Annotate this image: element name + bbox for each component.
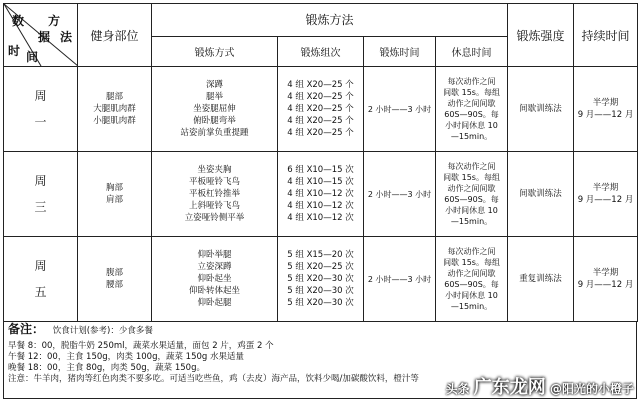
intensity-cell: 间歇训练法: [508, 152, 574, 237]
duration-line: 半学期: [592, 268, 619, 278]
rest-line: 每次动作之间: [447, 77, 496, 86]
diag-label-6: 间: [26, 50, 39, 64]
set-count: 6 组 X10—15 次: [287, 165, 354, 175]
day-char: 一: [34, 115, 47, 129]
exercise: 仰卧举腿: [197, 250, 232, 260]
intensity-cell: 间歇训练法: [508, 67, 574, 152]
exercise-cell: [152, 67, 278, 152]
exercise: 深蹲: [205, 80, 223, 90]
training-plan-table: [3, 3, 638, 322]
table-row: [4, 67, 638, 152]
subheader-exercise: 锻炼方式: [152, 36, 278, 66]
rest-cell: [436, 237, 508, 322]
set-count: 5 组 X20—30 次: [287, 298, 354, 308]
set-count: 4 组 X10—12 次: [287, 201, 354, 211]
sets-cell: [278, 67, 364, 152]
exercise: 平板杠铃推举: [188, 189, 240, 199]
rest-line: 动作之间间歇: [447, 269, 496, 278]
body-part: 腹部: [105, 268, 123, 278]
exercise: 仰卧转体起坐: [188, 286, 240, 296]
header-method: 锻炼方法: [152, 4, 508, 37]
rest-cell: [436, 67, 508, 152]
exercise: 仰卧起坐: [197, 274, 232, 284]
day-cell: [4, 67, 78, 152]
rest-line: 动作之间间歇: [447, 99, 496, 108]
day-cell: [4, 152, 78, 237]
exercise: 站姿前掌负重提踵: [180, 128, 249, 138]
rest-line: 小时间休息 10: [445, 291, 498, 300]
set-count: 5 组 X15—20 次: [287, 250, 354, 260]
rest-line: 每次动作之间: [447, 247, 496, 256]
body-part: 胸部: [105, 183, 123, 193]
exercise: 坐姿腿屈伸: [193, 104, 236, 114]
notes-title: 备注：: [8, 322, 45, 336]
set-count: 4 组 X10—12 次: [287, 213, 354, 223]
day-char: 周: [34, 259, 47, 273]
duration-cell: [574, 67, 638, 152]
duration-line: 半学期: [592, 98, 619, 108]
diag-label-1: 数: [12, 14, 25, 28]
rest-line: 间歇 15s。每组: [443, 258, 500, 267]
body-part: 腿部: [105, 92, 123, 102]
rest-line: 60S—90S。每: [444, 110, 499, 119]
exercise-cell: [152, 237, 278, 322]
rest-line: 动作之间间歇: [447, 184, 496, 193]
exercise: 俯卧腿弯举: [193, 116, 236, 126]
watermark-site: 广东龙网: [473, 377, 546, 398]
set-count: 4 组 X20—25 个: [287, 80, 354, 90]
notes-line: 早餐 8：00，脱脂牛奶 250ml，蔬菜水果适量，面包 2 片，鸡蛋 2 个: [8, 341, 274, 351]
rest-line: —15min。: [450, 217, 493, 226]
rest-line: 小时间休息 10: [445, 121, 498, 130]
body-part: 肩部: [105, 195, 123, 205]
duration-line: 9 月——12 月: [577, 195, 634, 205]
body-part: 小腿肌肉群: [93, 116, 136, 126]
time-cell: 2 小时——3 小时: [364, 152, 436, 237]
time-cell: 2 小时——3 小时: [364, 237, 436, 322]
duration-line: 半学期: [592, 183, 619, 193]
notes-diet-plan: 饮食计划(参考)：少食多餐: [52, 326, 153, 336]
rest-line: 小时间休息 10: [445, 206, 498, 215]
diag-label-2: 方: [48, 14, 61, 28]
header-duration: 持续时间: [574, 4, 638, 67]
day-char: 五: [34, 285, 47, 299]
duration-cell: [574, 152, 638, 237]
subheader-sets: 锻炼组次: [278, 36, 364, 66]
duration-line: 9 月——12 月: [577, 280, 634, 290]
subheader-rest: 休息时间: [436, 36, 508, 66]
set-count: 4 组 X20—25 个: [287, 128, 354, 138]
diag-label-3: 据: [38, 30, 51, 44]
rest-line: 间歇 15s。每组: [443, 173, 500, 182]
set-count: 4 组 X20—25 个: [287, 104, 354, 114]
rest-cell: [436, 152, 508, 237]
diag-label-5: 时: [8, 44, 21, 58]
notes-line: 注意：牛羊肉，猪肉等红色肉类不要多吃。可适当吃些鱼，鸡（去皮）海产品，饮料少喝/加碳酸饮料，橙汁等: [8, 374, 419, 384]
body-parts-cell: [78, 67, 152, 152]
set-count: 4 组 X10—15 次: [287, 177, 354, 187]
set-count: 5 组 X20—25 次: [287, 262, 354, 272]
set-count: 4 组 X10—12 次: [287, 189, 354, 199]
body-parts-cell: [78, 237, 152, 322]
exercise: 立姿深蹲: [197, 262, 232, 272]
body-parts-cell: [78, 152, 152, 237]
header-intensity: 锻炼强度: [508, 4, 574, 67]
exercise-cell: [152, 152, 278, 237]
set-count: 4 组 X20—25 个: [287, 116, 354, 126]
watermark-source: 头条: [445, 382, 470, 396]
sets-cell: [278, 152, 364, 237]
rest-line: 60S—90S。每: [444, 280, 499, 289]
exercise: 上斜哑铃飞鸟: [188, 201, 240, 211]
duration-line: 9 月——12 月: [577, 110, 634, 120]
table-row: [4, 237, 638, 322]
day-cell: [4, 237, 78, 322]
day-char: 周: [34, 174, 47, 188]
time-cell: 2 小时——3 小时: [364, 67, 436, 152]
rest-line: 每次动作之间: [447, 162, 496, 171]
set-count: 4 组 X20—25 个: [287, 92, 354, 102]
diagonal-header-cell: [4, 4, 78, 67]
rest-line: —15min。: [450, 132, 493, 141]
exercise: 坐姿夹胸: [197, 165, 232, 175]
subheader-time: 锻炼时间: [364, 36, 436, 66]
set-count: 5 组 X20—30 次: [287, 274, 354, 284]
exercise: 仰卧起腿: [197, 298, 232, 308]
diag-label-4: 法: [60, 30, 73, 44]
exercise: 腿举: [205, 92, 223, 102]
body-part: 大腿肌肉群: [93, 104, 136, 114]
rest-line: 60S—90S。每: [444, 195, 499, 204]
header-body-parts: 健身部位: [78, 4, 152, 67]
table-row: [4, 152, 638, 237]
notes-line: 午餐 12：00，主食 150g，肉类 100g，蔬菜 150g 水果适量: [8, 352, 245, 362]
intensity-cell: 重复训练法: [508, 237, 574, 322]
notes-line: 晚餐 18：00，主食 80g，肉类 50g，蔬菜 150g。: [8, 363, 205, 373]
body-part: 腰部: [105, 280, 123, 290]
rest-line: 间歇 15s。每组: [443, 88, 500, 97]
sets-cell: [278, 237, 364, 322]
exercise: 平板哑铃飞鸟: [188, 177, 240, 187]
exercise: 立姿哑铃侧平举: [184, 213, 245, 223]
rest-line: —15min。: [450, 302, 493, 311]
watermark-author: @阳光的小橙子: [549, 382, 634, 396]
day-char: 周: [34, 89, 47, 103]
day-char: 三: [34, 200, 47, 214]
duration-cell: [574, 237, 638, 322]
set-count: 5 组 X20—30 次: [287, 286, 354, 296]
watermark: [446, 373, 634, 399]
